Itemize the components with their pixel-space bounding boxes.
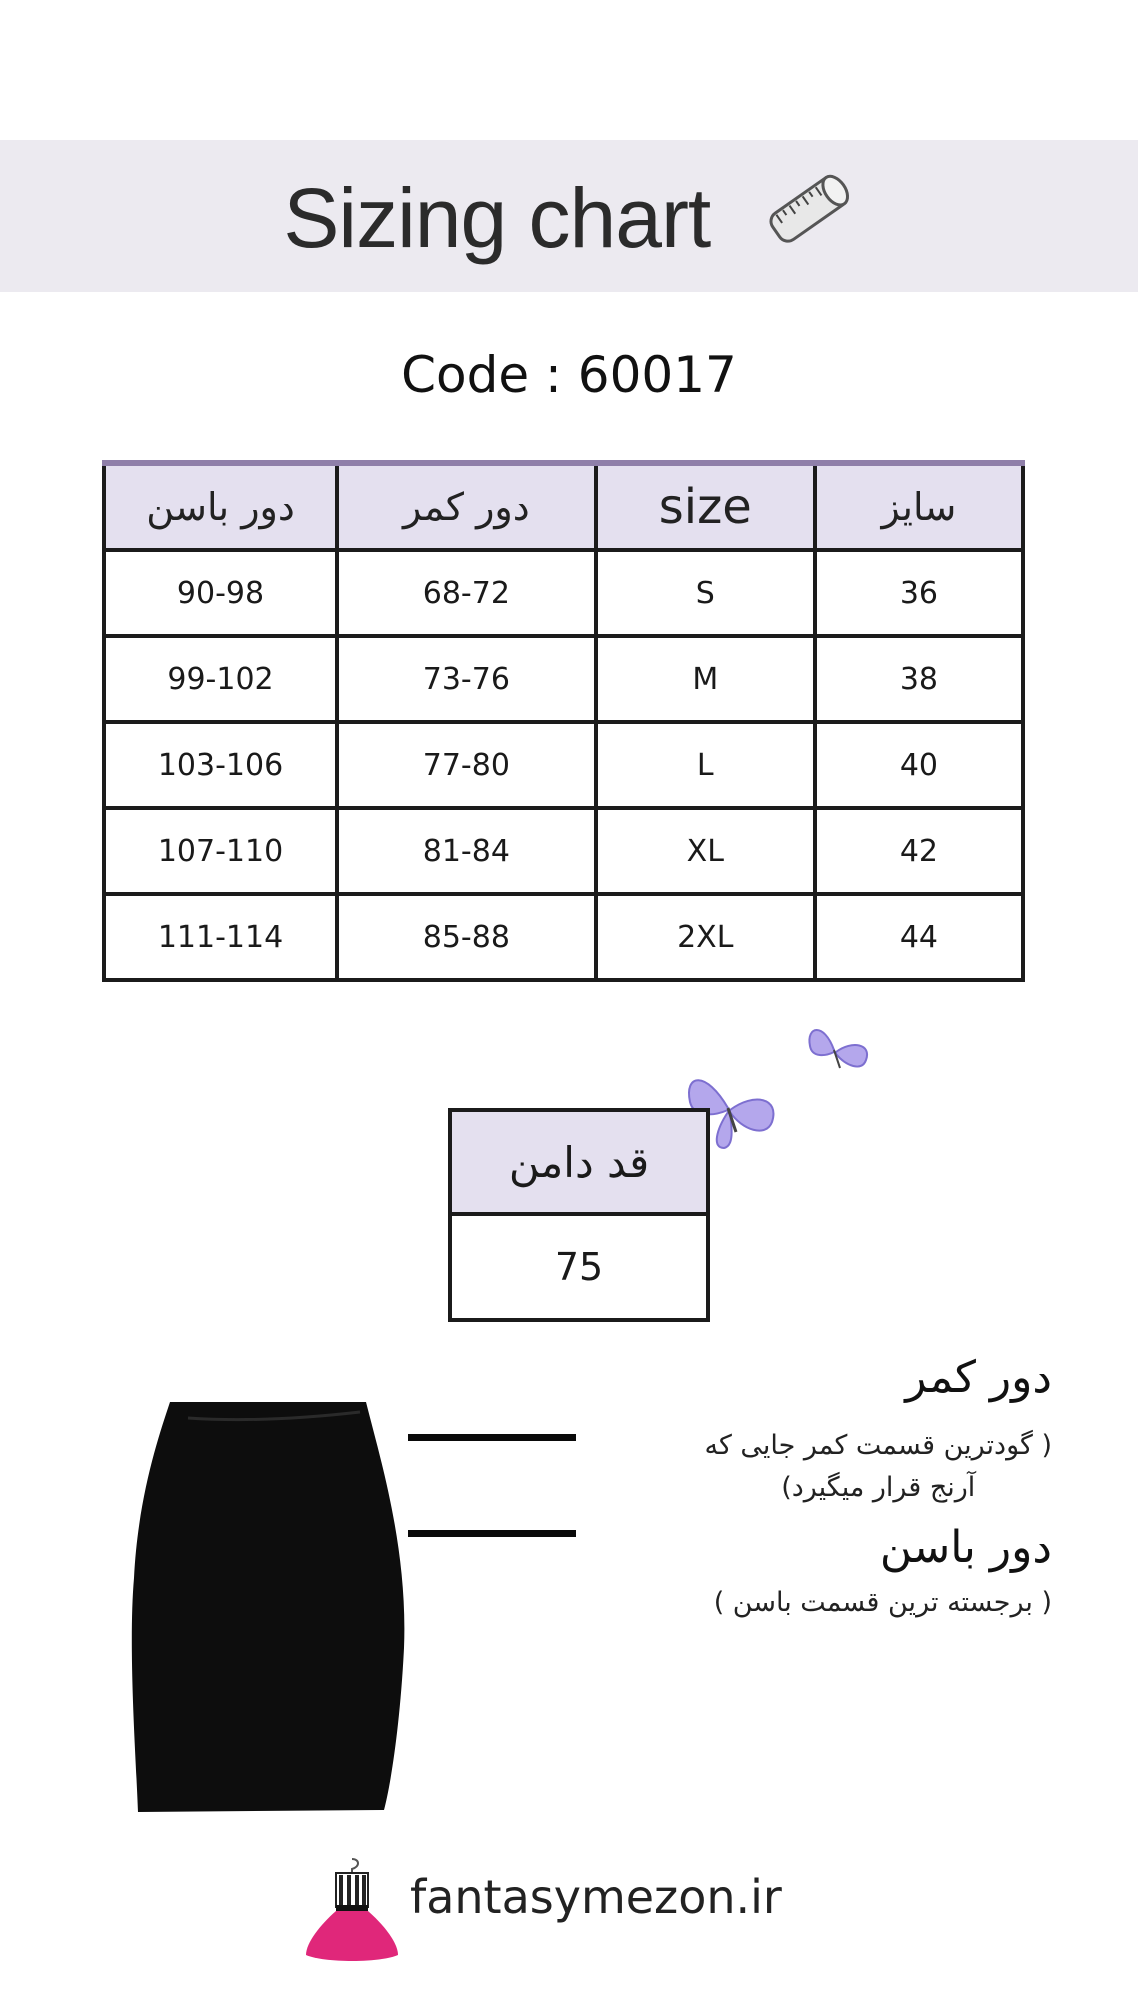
skirt-length-table <box>448 1108 710 1322</box>
measuring-tape-icon <box>763 163 855 286</box>
size-fa-cell: 42 <box>815 808 1023 894</box>
product-code: Code : 60017 <box>401 346 737 404</box>
dress-on-hanger-icon <box>300 1855 404 1969</box>
page-title-text: Sizing chart <box>283 171 711 265</box>
hip-guide-line <box>408 1530 576 1537</box>
size-en-cell: S <box>596 550 815 636</box>
skirt-length-value: 75 <box>450 1214 708 1320</box>
table-row <box>104 808 1023 894</box>
hip-cell: 99-102 <box>104 636 337 722</box>
hip-label: دور باسن <box>879 1522 1052 1573</box>
butterfly-icon <box>796 1010 876 1094</box>
header-hip: دور باسن <box>104 463 337 550</box>
brand-website[interactable]: fantasymezon.ir <box>410 1870 782 1924</box>
waist-cell: 73-76 <box>337 636 596 722</box>
size-fa-cell: 40 <box>815 722 1023 808</box>
hip-note: ( برجسته ترین قسمت باسن ) <box>713 1587 1052 1618</box>
waist-cell: 85-88 <box>337 894 596 980</box>
waist-note <box>705 1425 1053 1509</box>
table-row <box>104 636 1023 722</box>
skirt-length-header: قد دامن <box>450 1110 708 1214</box>
size-fa-cell: 44 <box>815 894 1023 980</box>
waist-cell: 68-72 <box>337 550 596 636</box>
table-row <box>104 550 1023 636</box>
header-size-en: size <box>596 463 815 550</box>
header-waist: دور کمر <box>337 463 596 550</box>
table-row <box>104 894 1023 980</box>
waist-note-line2: آرنج قرار میگیرد) <box>781 1472 976 1503</box>
size-en-cell: XL <box>596 808 815 894</box>
waist-label: دور کمر <box>905 1352 1052 1403</box>
size-fa-cell: 38 <box>815 636 1023 722</box>
size-fa-cell: 36 <box>815 550 1023 636</box>
skirt-illustration <box>128 1398 418 1822</box>
size-en-cell: M <box>596 636 815 722</box>
table-row <box>104 722 1023 808</box>
hip-cell: 107-110 <box>104 808 337 894</box>
header-size-fa: سایز <box>815 463 1023 550</box>
hip-cell: 90-98 <box>104 550 337 636</box>
hip-cell: 103-106 <box>104 722 337 808</box>
waist-guide-line <box>408 1434 576 1441</box>
page-title <box>0 158 1138 278</box>
waist-cell: 77-80 <box>337 722 596 808</box>
hip-cell: 111-114 <box>104 894 337 980</box>
waist-cell: 81-84 <box>337 808 596 894</box>
waist-note-line1: ( گودترین قسمت کمر جایی که <box>704 1430 1052 1461</box>
size-chart-table <box>102 460 1025 982</box>
table-header-row <box>104 463 1023 550</box>
size-en-cell: 2XL <box>596 894 815 980</box>
size-en-cell: L <box>596 722 815 808</box>
